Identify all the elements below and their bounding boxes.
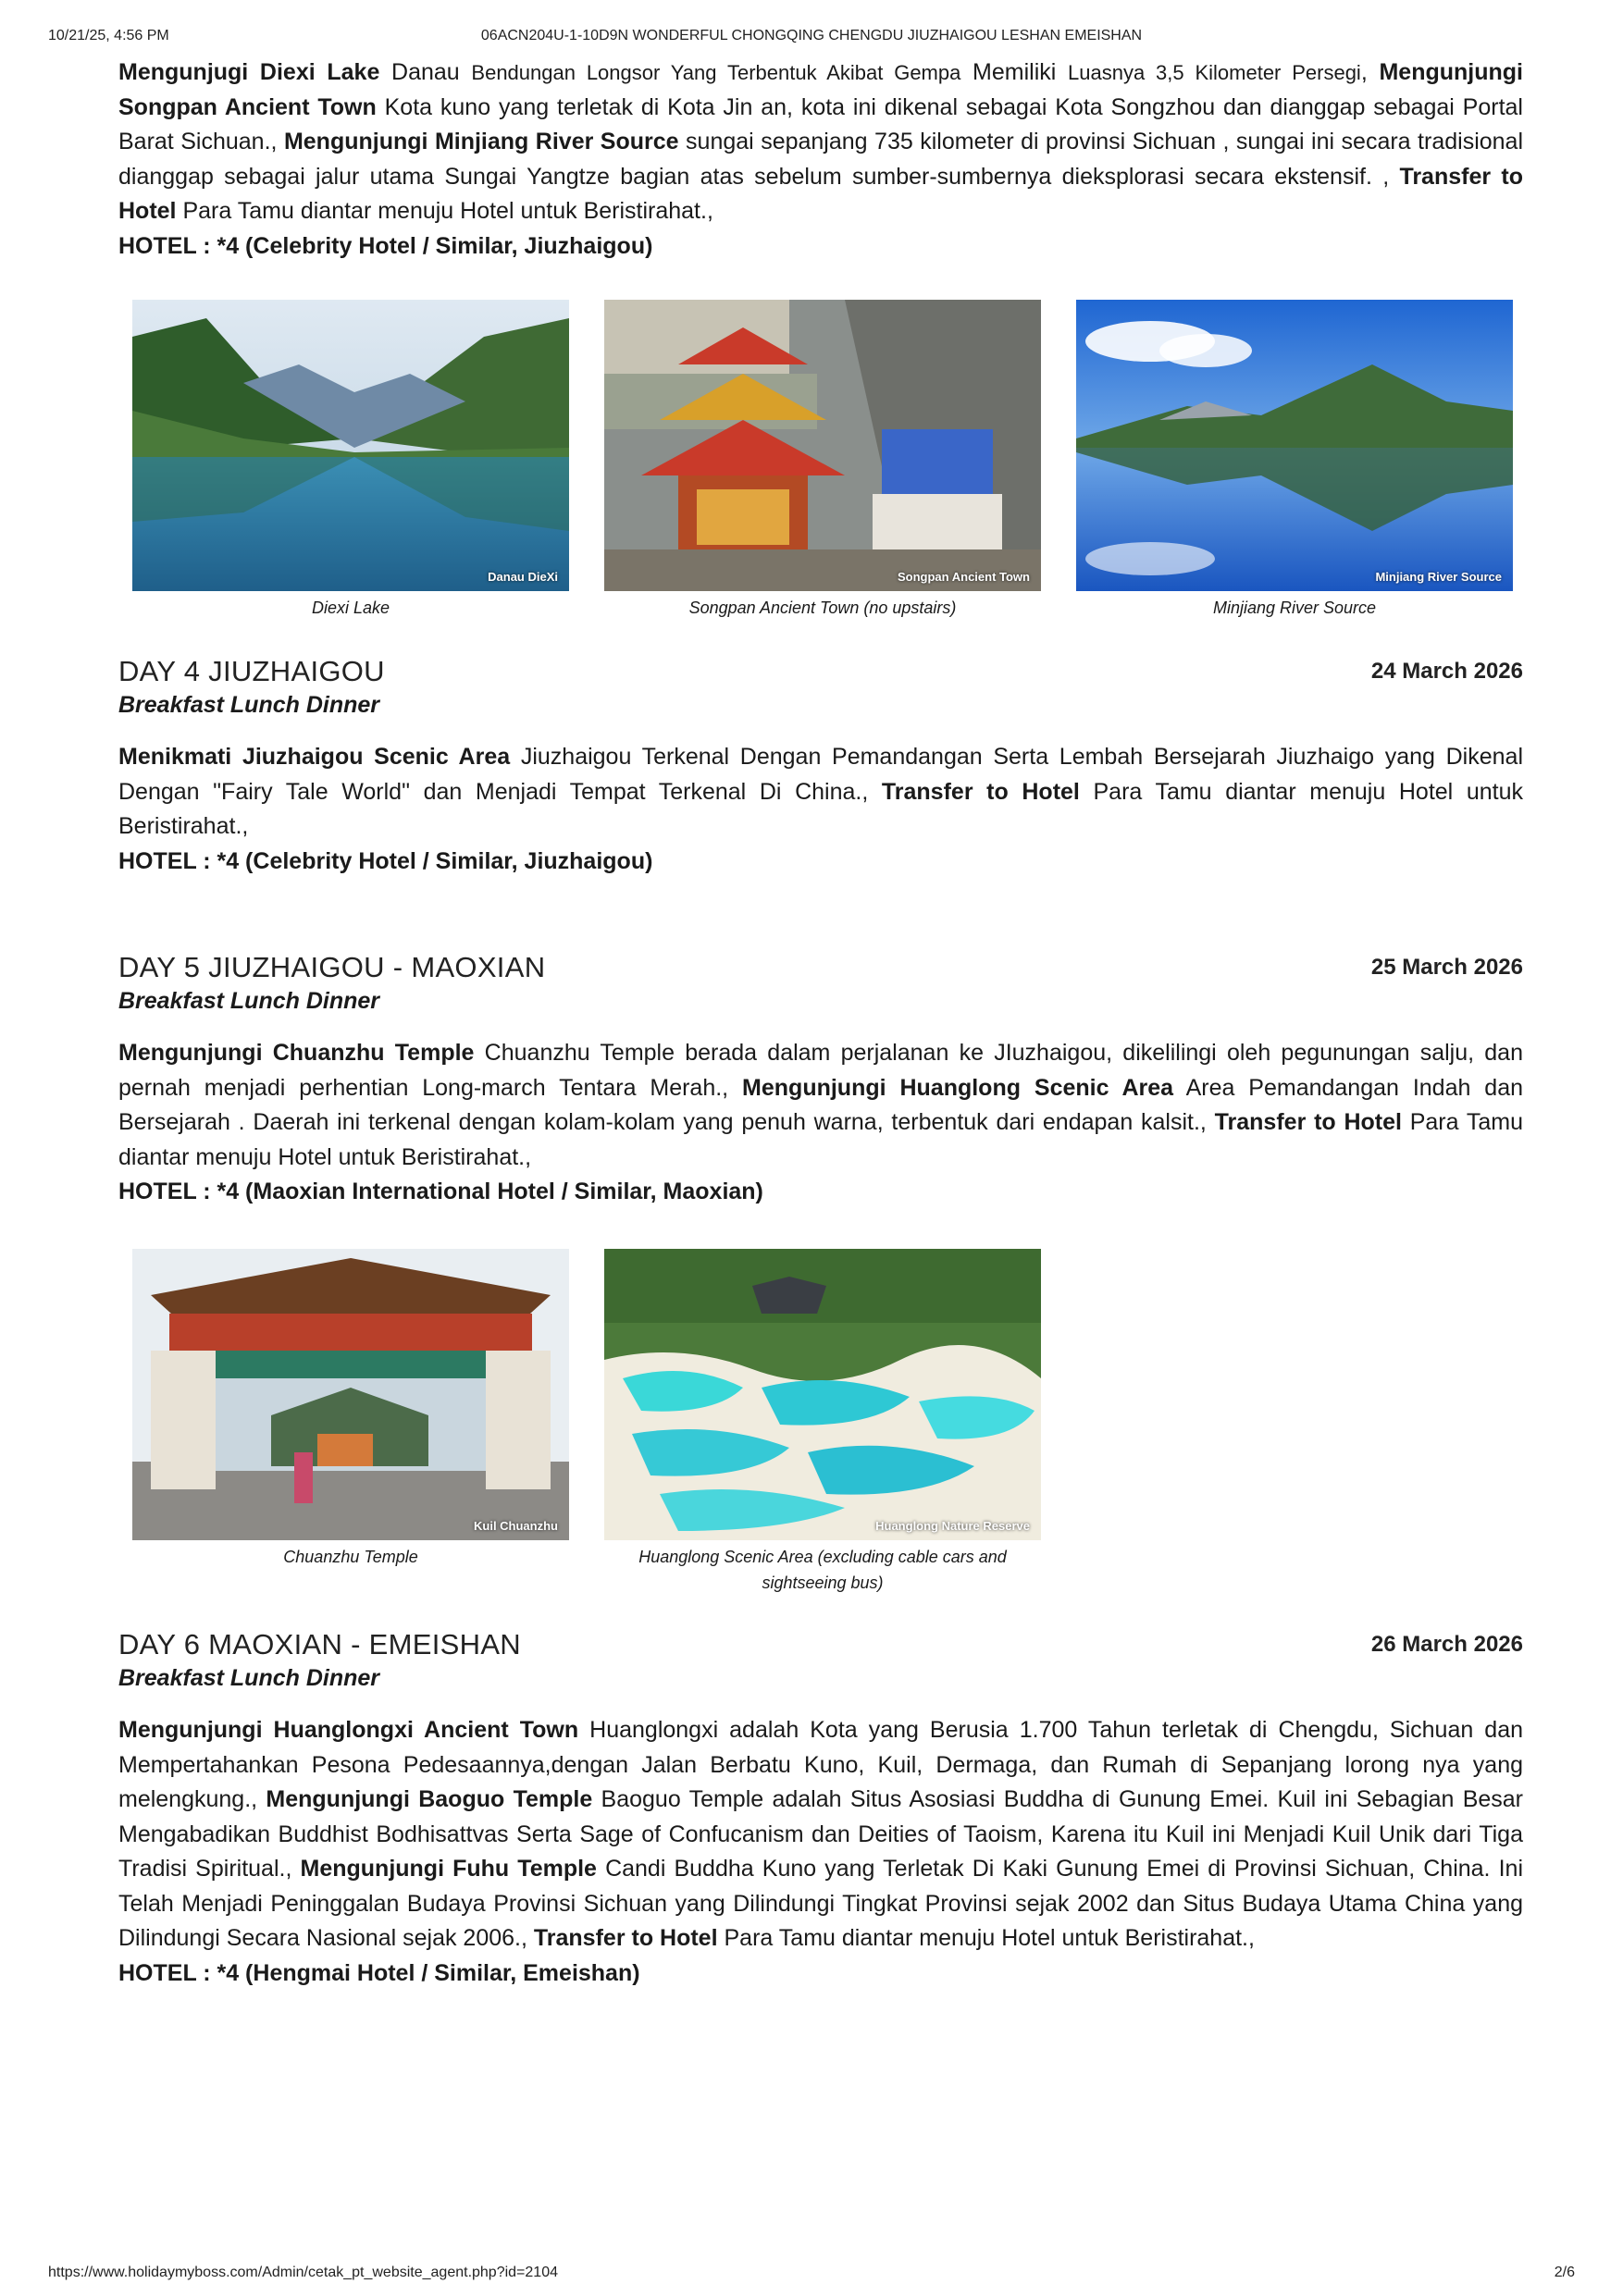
photo-diexi-lake [132,300,569,591]
print-header [48,28,1575,50]
day4-body [118,740,1523,879]
day4-header [118,655,1523,729]
hotel-line: HOTEL : *4 (Celebrity Hotel / Similar, Jiuzhaigou) [118,232,653,259]
photo-caption: Songpan Ancient Town (no upstairs) [688,599,957,617]
photo-caption: Chuanzhu Temple [283,1548,418,1566]
photo-watermark: Kuil Chuanzhu [474,1519,558,1533]
day-date: 24 March 2026 [1370,659,1523,684]
photo-watermark: Danau DieXi [488,570,558,584]
photo-watermark: Huanglong Nature Reserve [875,1519,1030,1533]
photo-card [604,300,1041,621]
activity-songpan: Mengunjungi Songpan Ancient Town [118,59,1523,120]
photo-caption: Minjiang River Source [1212,599,1377,617]
day-title: DAY 5 JIUZHAIGOU - MAOXIAN [118,951,546,983]
photo-huanglong-scenic-area [604,1249,1041,1540]
print-datetime: 10/21/25, 4:56 PM [48,28,169,43]
hotel-line: HOTEL : *4 (Hengmai Hotel / Similar, Emeishan) [118,1959,640,1986]
day-meals: Breakfast Lunch Dinner [118,1665,380,1691]
activity-transfer: Transfer to Hotel [118,163,1523,224]
photo-card [604,1249,1041,1596]
day6-header [118,1628,1523,1702]
photo-caption: Huanglong Scenic Area (excluding cable cars and sightseeing bus) [638,1548,1007,1592]
day5-header [118,951,1523,1025]
day-meals: Breakfast Lunch Dinner [118,692,380,718]
activity-diexi-lake: Mengunjugi Diexi Lake [118,59,380,85]
photo-card [132,1249,569,1570]
print-document-title: 06ACN204U-1-10D9N WONDERFUL CHONGQING CHENGDU JIUZHAIGOU LESHAN EMEISHAN [480,28,1143,43]
photo-minjiang-river-source [1076,300,1513,591]
photo-songpan-ancient-town [604,300,1041,591]
day-date: 26 March 2026 [1370,1632,1523,1657]
photo-watermark: Minjiang River Source [1375,570,1502,584]
hotel-line: HOTEL : *4 (Maoxian International Hotel / Similar, Maoxian) [118,1179,763,1204]
page-number: 2/6 [1554,2265,1575,2280]
hotel-line: HOTEL : *4 (Celebrity Hotel / Similar, Jiuzhaigou) [118,847,653,874]
day3-continuation [118,56,1523,264]
day-meals: Breakfast Lunch Dinner [118,988,380,1014]
day5-description: Mengunjungi Chuanzhu Temple Chuanzhu Temple berada dalam perjalanan ke JIuzhaigou, dikelilingi oleh pegunungan salju, dan pernah menjadi perhentian Long-march Tentara Merah., Mengunjungi Huanglong Scenic Area Area Pemandangan Indah dan Bersejarah . Daerah ini terkenal dengan kolam-kolam yang penuh warna, terbentuk dari endapan kalsit., Transfer to Hotel Para Tamu diantar menuju Hotel untuk Beristirahat., [118,1040,1523,1170]
photo-watermark: Songpan Ancient Town [898,570,1030,584]
day3-description: Mengunjugi Diexi Lake Danau Bendungan Longsor Yang Terbentuk Akibat Gempa Memiliki Luasnya 3,5 Kilometer Persegi, Mengunjungi Songpan Ancient Town Kota kuno yang terletak di Kota Jin an, kota ini dikenal sebagai Kota Songzhou dan dianggap sebagai Portal Barat Sichuan., Mengunjungi Minjiang River Source sungai sepanjang 735 kilometer di provinsi Sichuan , sungai ini secara tradisional dianggap sebagai jalur utama Sungai Yangtze bagian atas sebelum sumber-sumbernya dieksplorasi secara ekstensif. , Transfer to Hotel Para Tamu diantar menuju Hotel untuk Beristirahat., [118,59,1524,224]
photo-card [132,300,569,621]
day-title: DAY 4 JIUZHAIGOU [118,655,385,687]
day5-body [118,1036,1523,1210]
day-title: DAY 6 MAOXIAN - EMEISHAN [118,1628,521,1660]
print-url: https://www.holidaymyboss.com/Admin/cetak_pt_website_agent.php?id=2104 [48,2265,558,2280]
photo-card [1076,300,1513,621]
activity-minjiang: Mengunjungi Minjiang River Source [283,129,679,154]
day6-description: Mengunjungi Huanglongxi Ancient Town Huanglongxi adalah Kota yang Berusia 1.700 Tahun terletak di Chengdu, Sichuan dan Mempertahankan Pesona Pedesaannya,dengan Jalan Berbatu Kuno, Kuil, Dermaga, dan Rumah di Sepanjang lorong nya yang melengkung., Mengunjungi Baoguo Temple Baoguo Temple adalah Situs Asosiasi Buddha di Gunung Emei. Kuil ini Sebagian Besar Mengabadikan Buddhist Bodhisattvas Serta Sage of Confucanism dan Deities of Taoism, Karena itu Kuil ini Menjadi Kuil Unik dari Tiga Tradisi Spiritual., Mengunjungi Fuhu Temple Candi Buddha Kuno yang Terletak Di Kaki Gunung Emei di Provinsi Sichuan, China. Ini Telah Menjadi Peninggalan Budaya Provinsi Sichuan yang Dilindungi Tingkat Provinsi sejak 2002 dan Situs Budaya Utama China yang Dilindungi Secara Nasional sejak 2006., Transfer to Hotel Para Tamu diantar menuju Hotel untuk Beristirahat., [118,1717,1524,1951]
day-date: 25 March 2026 [1370,955,1523,980]
photo-caption: Diexi Lake [311,599,390,617]
print-footer [48,2265,1575,2287]
day6-body [118,1713,1523,1991]
day4-description: Menikmati Jiuzhaigou Scenic Area Jiuzhaigou Terkenal Dengan Pemandangan Serta Lembah Bersejarah Jiuzhaigo yang Dikenal Dengan "Fairy Tale World" dan Menjadi Tempat Terkenal Di China., Transfer to Hotel Para Tamu diantar menuju Hotel untuk Beristirahat., [118,744,1523,839]
photo-chuanzhu-temple [132,1249,569,1540]
